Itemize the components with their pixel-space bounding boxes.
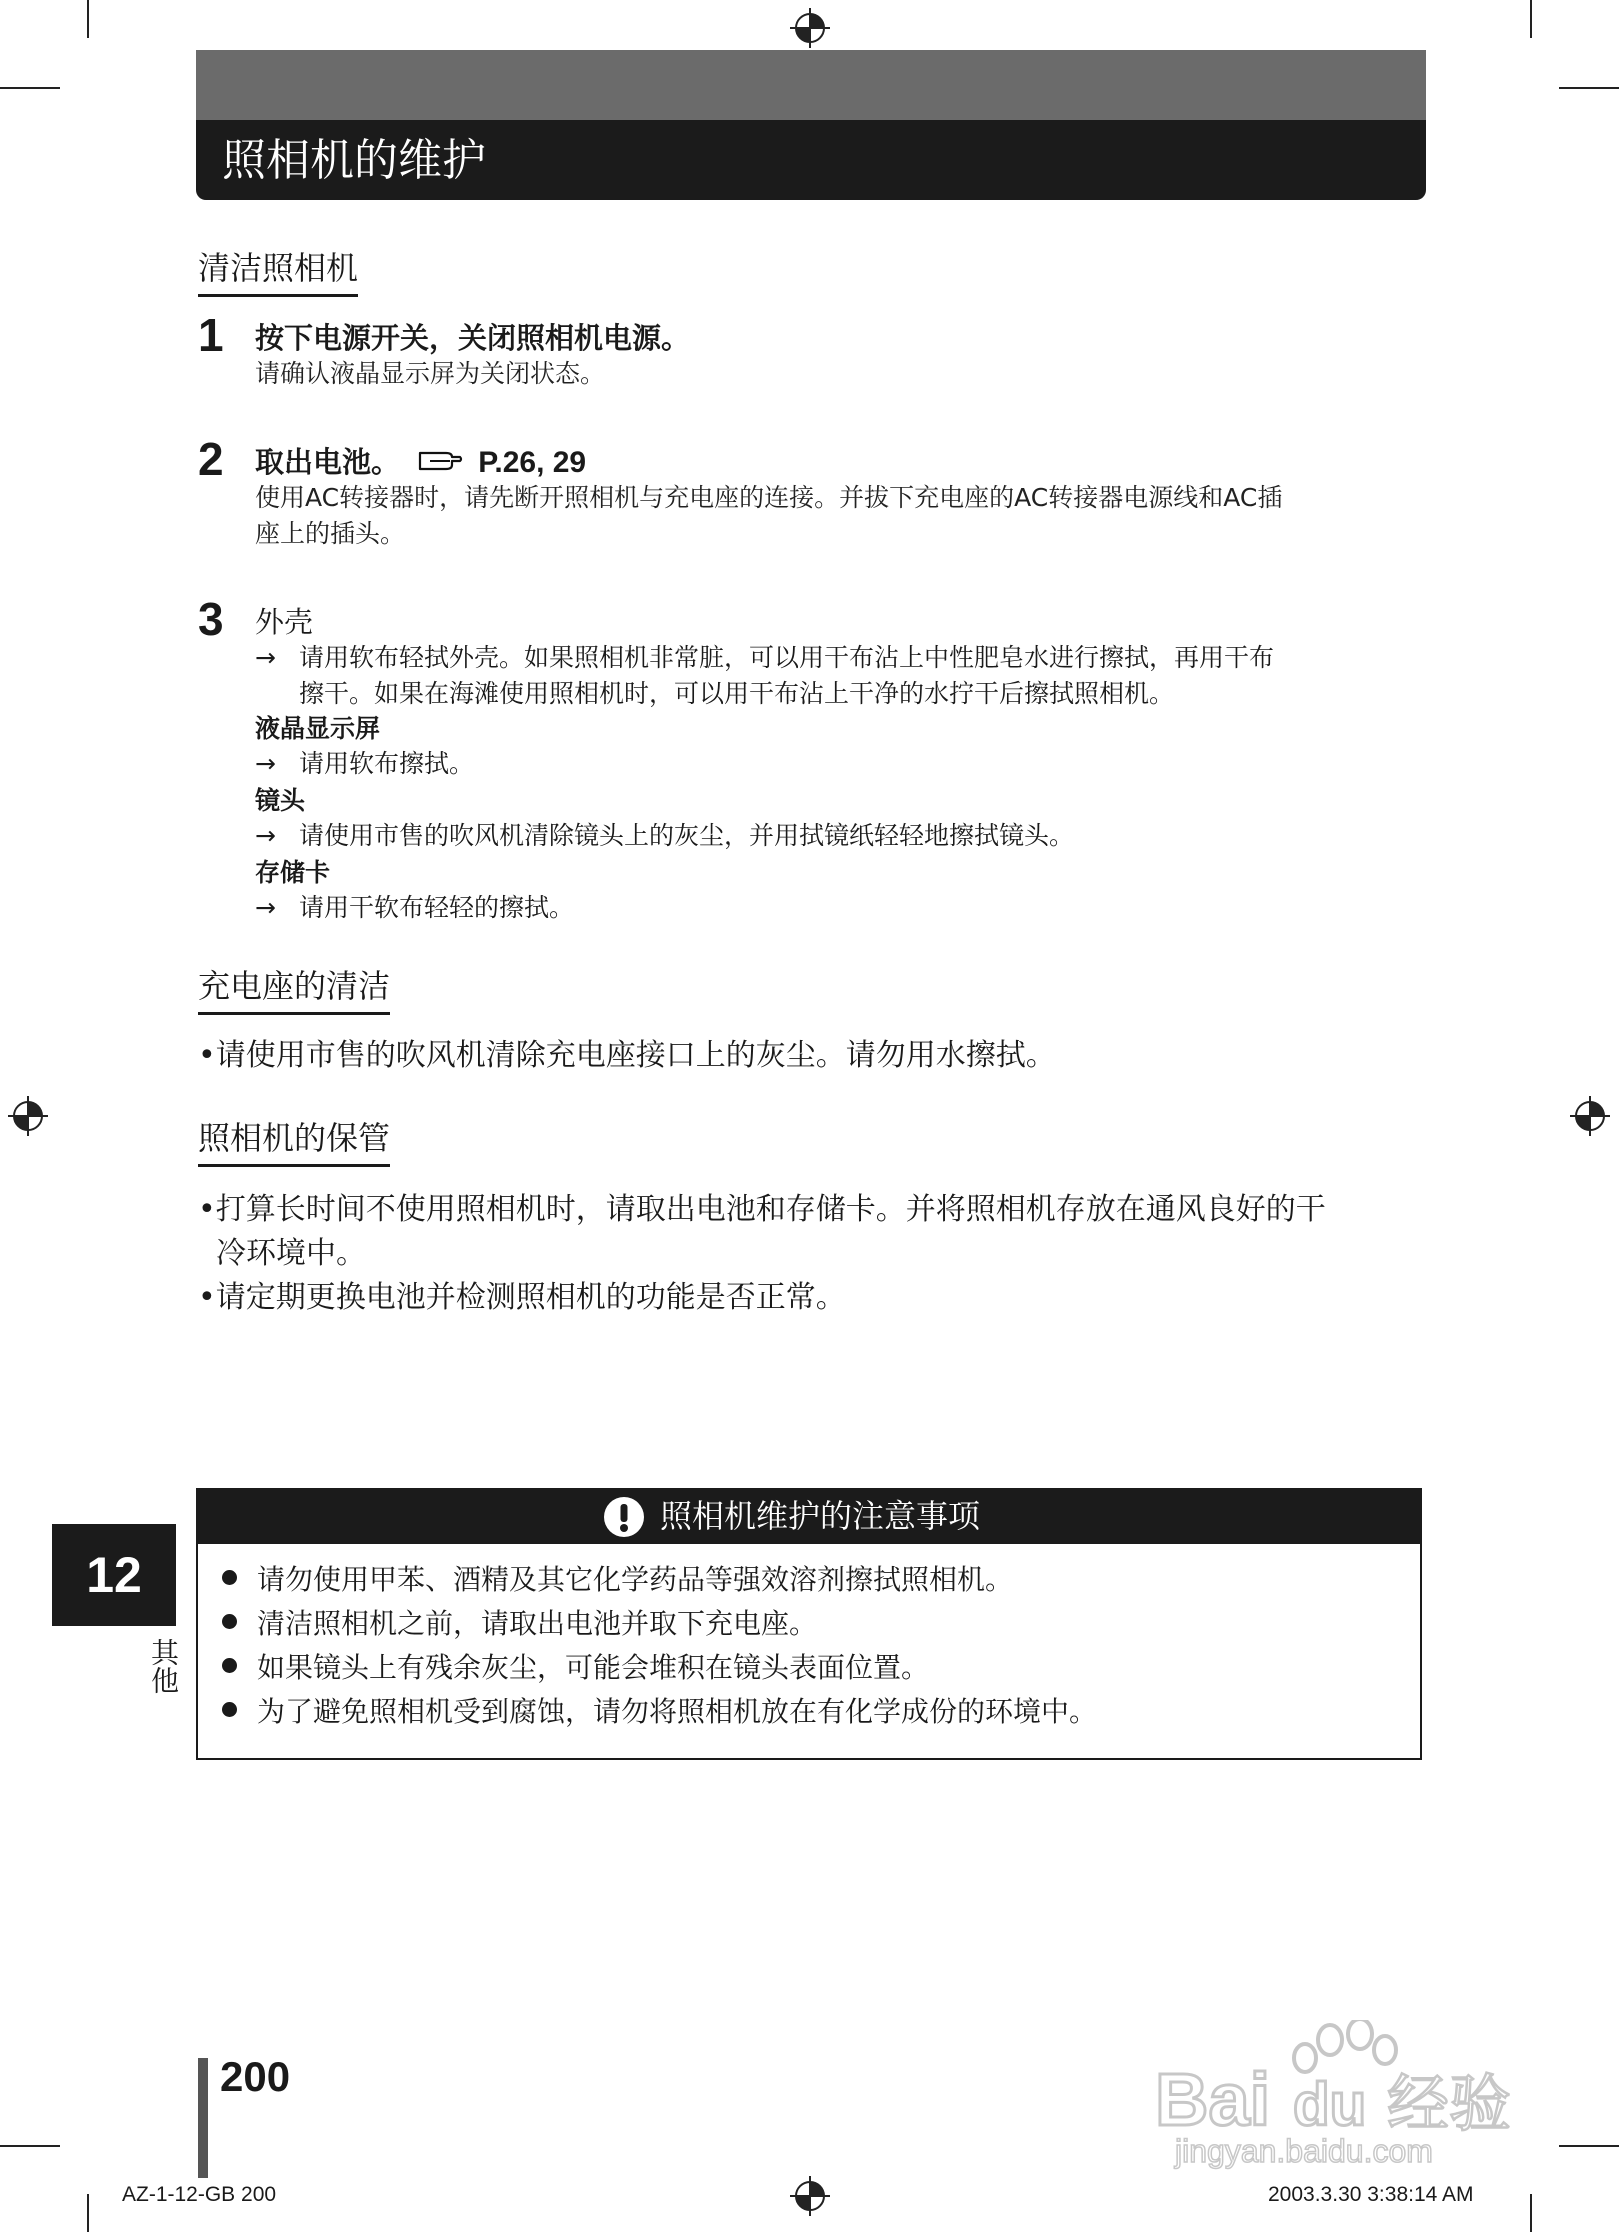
registration-mark-top (790, 8, 830, 48)
caution-item-text: 请勿使用甲苯、酒精及其它化学药品等强效溶剂擦拭照相机。 (257, 1563, 1014, 1596)
bullet-dot-icon (222, 1614, 237, 1629)
caution-title: 照相机维护的注意事项 (660, 1497, 981, 1535)
chapter-number: 12 (86, 1547, 142, 1603)
section-heading-storage: 照相机的保管 (198, 1116, 390, 1167)
pointing-hand-icon (416, 447, 464, 475)
step-2-body-line-1: 使用AC转接器时，请先断开照相机与充电座的连接。并拔下充电座的AC转接器电源线和AC插 (255, 483, 1283, 512)
crop-mark-bottom-right-h (1559, 2145, 1619, 2147)
storage-item-2-line-1: 请定期更换电池并检测照相机的功能是否正常。 (215, 1280, 846, 1315)
registration-mark-right (1570, 1096, 1610, 1136)
section-heading-charger: 充电座的清洁 (198, 964, 390, 1015)
exclamation-icon (603, 1496, 645, 1538)
registration-mark-left (8, 1096, 48, 1136)
arrow-icon: → (255, 643, 276, 672)
step-number-3: 3 (198, 593, 224, 645)
crop-mark-bottom-right-v (1530, 2194, 1532, 2232)
card-text: 请用干软布轻轻的擦拭。 (299, 893, 575, 922)
step-2-body-line-2: 座上的插头。 (255, 519, 406, 548)
footer-timestamp: 2003.3.30 3:38:14 AM (1268, 2183, 1474, 2206)
charger-text: 请使用市售的吹风机清除充电座接口上的灰尘。请勿用水擦拭。 (215, 1038, 1056, 1073)
chapter-label: 其他 (147, 1638, 180, 1694)
caution-item-text: 清洁照相机之前，请取出电池并取下充电座。 (257, 1607, 818, 1640)
card-instruction (255, 890, 574, 926)
lcd-instruction (255, 746, 474, 782)
crop-mark-top-right-h (1559, 87, 1619, 89)
page-reference-link[interactable]: P.26, 29 (478, 446, 587, 479)
step-1-title: 按下电源开关，关闭照相机电源。 (255, 321, 691, 355)
page-number: 200 (220, 2053, 291, 2100)
watermark-brand-right: du (1293, 2071, 1367, 2138)
caution-item (222, 1604, 817, 1644)
crop-mark-bottom-left-h (0, 2145, 60, 2147)
crop-mark-top-right-v (1530, 0, 1532, 38)
lens-instruction (255, 818, 1074, 854)
page-title: 照相机的维护 (222, 135, 486, 186)
bullet-dot-icon (222, 1570, 237, 1585)
exterior-line-1: 请用软布轻拭外壳。如果照相机非常脏，可以用干布沾上中性肥皂水进行擦拭，再用干布 (299, 643, 1275, 672)
exterior-instruction (255, 640, 1274, 676)
storage-item-1-line-1: 打算长时间不使用照相机时，请取出电池和存储卡。并将照相机存放在通风良好的干 (215, 1192, 1326, 1227)
bullet: • (198, 1280, 216, 1315)
caution-item-text: 为了避免照相机受到腐蚀，请勿将照相机放在有化学成份的环境中。 (257, 1695, 1098, 1728)
page-number-bar (198, 2058, 208, 2178)
footer-file-label: AZ-1-12-GB 200 (122, 2183, 277, 2206)
arrow-icon: → (255, 893, 276, 922)
step-2-title: 取出电池。 (255, 445, 401, 479)
step-2-title-line (255, 442, 586, 483)
section-heading-cleaning: 清洁照相机 (198, 246, 358, 297)
arrow-icon: → (255, 821, 276, 850)
step-3-title: 外壳 (255, 605, 314, 639)
step-1-body: 请确认液晶显示屏为关闭状态。 (255, 359, 606, 388)
bullet-dot-icon (222, 1658, 237, 1673)
step-number-1: 1 (198, 309, 224, 361)
caution-item-text: 如果镜头上有残余灰尘，可能会堆积在镜头表面位置。 (257, 1651, 930, 1684)
crop-mark-top-left-h (0, 87, 60, 89)
storage-item-1-line-2: 冷环境中。 (216, 1236, 366, 1271)
caution-item (222, 1692, 1097, 1732)
baidu-jingyan-watermark (1145, 2020, 1545, 2170)
lcd-text: 请用软布擦拭。 (299, 749, 475, 778)
lens-label: 镜头 (255, 786, 306, 815)
header-banner-top (196, 50, 1426, 120)
watermark-brand-cn: 经验 (1387, 2067, 1512, 2140)
crop-mark-bottom-left-v (87, 2194, 89, 2232)
crop-mark-top-left-v (87, 0, 89, 38)
lcd-label: 液晶显示屏 (255, 714, 381, 743)
watermark-url: jingyan.baidu.com (1175, 2133, 1433, 2169)
lens-text: 请使用市售的吹风机清除镜头上的灰尘，并用拭镜纸轻轻地擦拭镜头。 (299, 821, 1075, 850)
caution-item (222, 1648, 929, 1688)
storage-item-1 (198, 1188, 1326, 1232)
exterior-line-2: 擦干。如果在海滩使用照相机时，可以用干布沾上干净的水拧干后擦拭照相机。 (299, 679, 1175, 708)
watermark-brand-left: Bai (1155, 2058, 1271, 2141)
charger-instruction (198, 1034, 1056, 1078)
step-number-2: 2 (198, 433, 224, 485)
bullet-dot-icon (222, 1702, 237, 1717)
storage-item-2 (198, 1276, 846, 1320)
bullet: • (198, 1038, 216, 1073)
registration-mark-bottom (790, 2176, 830, 2216)
arrow-icon: → (255, 749, 276, 778)
bullet: • (198, 1192, 216, 1227)
caution-item (222, 1560, 1013, 1600)
card-label: 存储卡 (255, 858, 331, 887)
